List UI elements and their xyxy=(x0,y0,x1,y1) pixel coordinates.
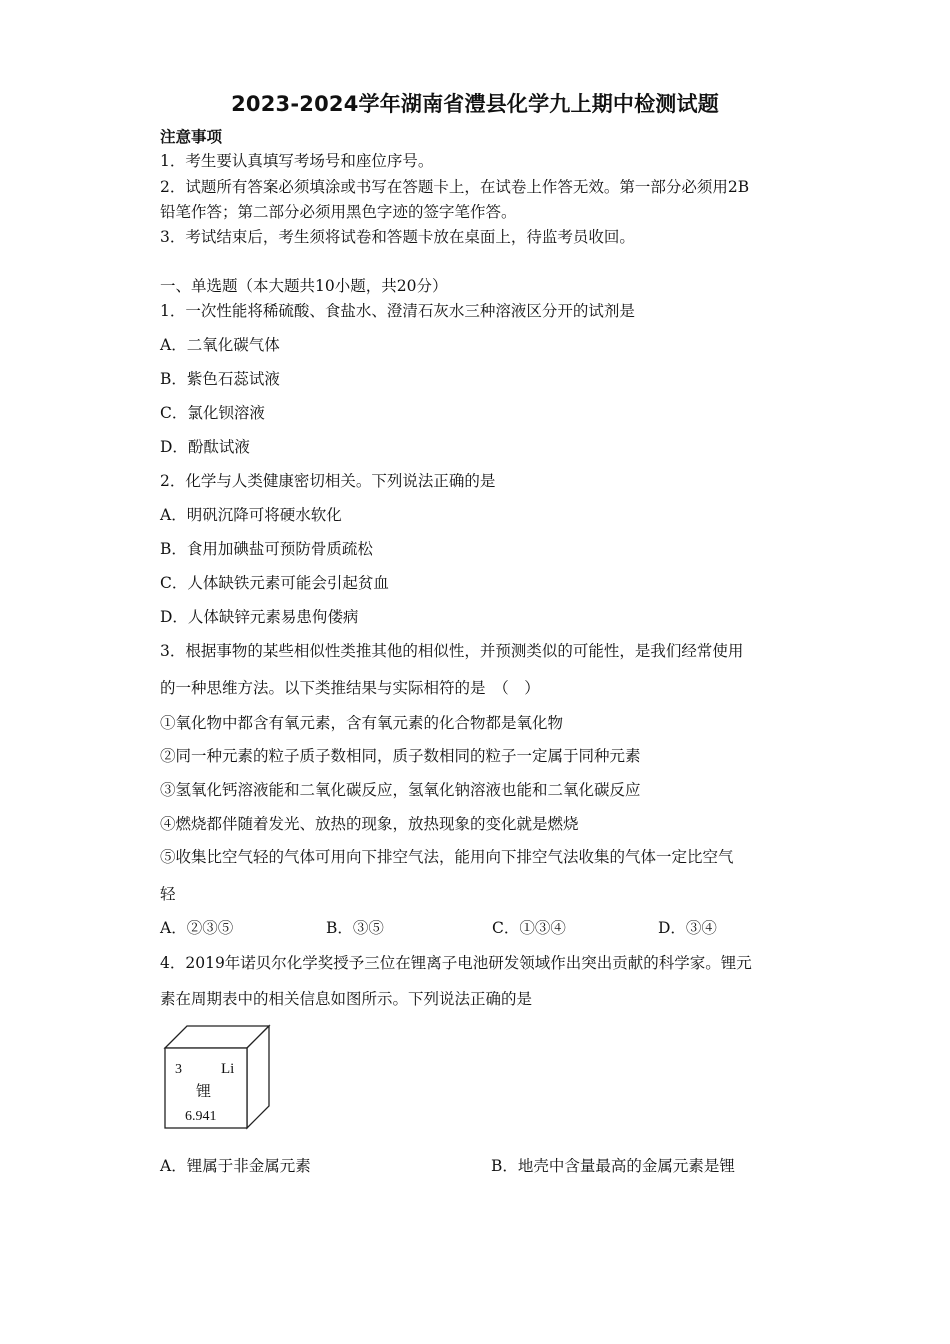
element-symbol: Li xyxy=(221,1061,235,1077)
q3-statement: ②同一种元素的粒子质子数相同，质子数相同的粒子一定属于同种元素 xyxy=(160,747,641,765)
q1-option-a: A．二氧化碳气体 xyxy=(160,336,280,354)
q3-option-c: C．①③④ xyxy=(492,919,566,937)
q2-option-a: A．明矾沉降可将硬水软化 xyxy=(160,506,342,524)
notice-item: 2．试题所有答案必须填涂或书写在答题卡上，在试卷上作答无效。第一部分必须用2B xyxy=(160,178,750,196)
q3-options xyxy=(160,918,824,938)
q3-stem-line2: 的一种思维方法。以下类推结果与实际相符的是 （ ） xyxy=(160,679,540,697)
atomic-mass: 6.941 xyxy=(185,1109,217,1124)
q2-option-c: C．人体缺铁元素可能会引起贫血 xyxy=(160,574,389,592)
q1-option-c: C．氯化钡溶液 xyxy=(160,404,265,422)
q4-option-a: A．锂属于非金属元素 xyxy=(160,1157,311,1175)
q3-statement: ④燃烧都伴随着发光、放热的现象，放热现象的变化就是燃烧 xyxy=(160,815,579,833)
q3-option-d: D．③④ xyxy=(658,919,717,937)
q2-option-d: D．人体缺锌元素易患佝偻病 xyxy=(160,608,359,626)
q3-stem-line1: 3．根据事物的某些相似性类推其他的相似性，并预测类似的可能性，是我们经常使用 xyxy=(160,642,744,660)
notice-item: 铅笔作答；第二部分必须用黑色字迹的签字笔作答。 xyxy=(160,203,517,221)
notice-item: 3．考试结束后，考生须将试卷和答题卡放在桌面上，待监考员收回。 xyxy=(160,228,635,246)
page-title: 2023-2024学年湖南省澧县化学九上期中检测试题 xyxy=(231,92,719,116)
notice-item: 1．考生要认真填写考场号和座位序号。 xyxy=(160,152,434,170)
q4-stem-line2: 素在周期表中的相关信息如图所示。下列说法正确的是 xyxy=(160,990,533,1008)
q3-option-b: B．③⑤ xyxy=(326,919,384,937)
q3-statement: ③氢氧化钙溶液能和二氧化碳反应，氢氧化钠溶液也能和二氧化碳反应 xyxy=(160,781,641,799)
q1-stem: 1．一次性能将稀硫酸、食盐水、澄清石灰水三种溶液区分开的试剂是 xyxy=(160,302,635,320)
q1-option-d: D．酚酞试液 xyxy=(160,438,250,456)
q3-option-a: A．②③⑤ xyxy=(160,919,234,937)
q4-option-b: B．地壳中含量最高的金属元素是锂 xyxy=(491,1157,735,1175)
q3-statement: ①氧化物中都含有氧元素，含有氧元素的化合物都是氧化物 xyxy=(160,714,564,732)
q1-option-b: B．紫色石蕊试液 xyxy=(160,370,280,388)
q2-stem: 2．化学与人类健康密切相关。下列说法正确的是 xyxy=(160,472,496,490)
q4-stem-line1: 4．2019年诺贝尔化学奖授予三位在锂离子电池研发领域作出突出贡献的科学家。锂元 xyxy=(160,954,752,972)
element-name: 锂 xyxy=(196,1082,212,1100)
atomic-number: 3 xyxy=(175,1062,182,1077)
q2-option-b: B．食用加碘盐可预防骨质疏松 xyxy=(160,540,373,558)
q3-statement-continuation: 轻 xyxy=(160,885,176,903)
lithium-element-cell xyxy=(163,1024,275,1132)
notice-heading: 注意事项 xyxy=(160,127,223,146)
q3-statement: ⑤收集比空气轻的气体可用向下排空气法，能用向下排空气法收集的气体一定比空气 xyxy=(160,848,734,866)
section-heading: 一、单选题（本大题共10小题，共20分） xyxy=(160,277,448,295)
